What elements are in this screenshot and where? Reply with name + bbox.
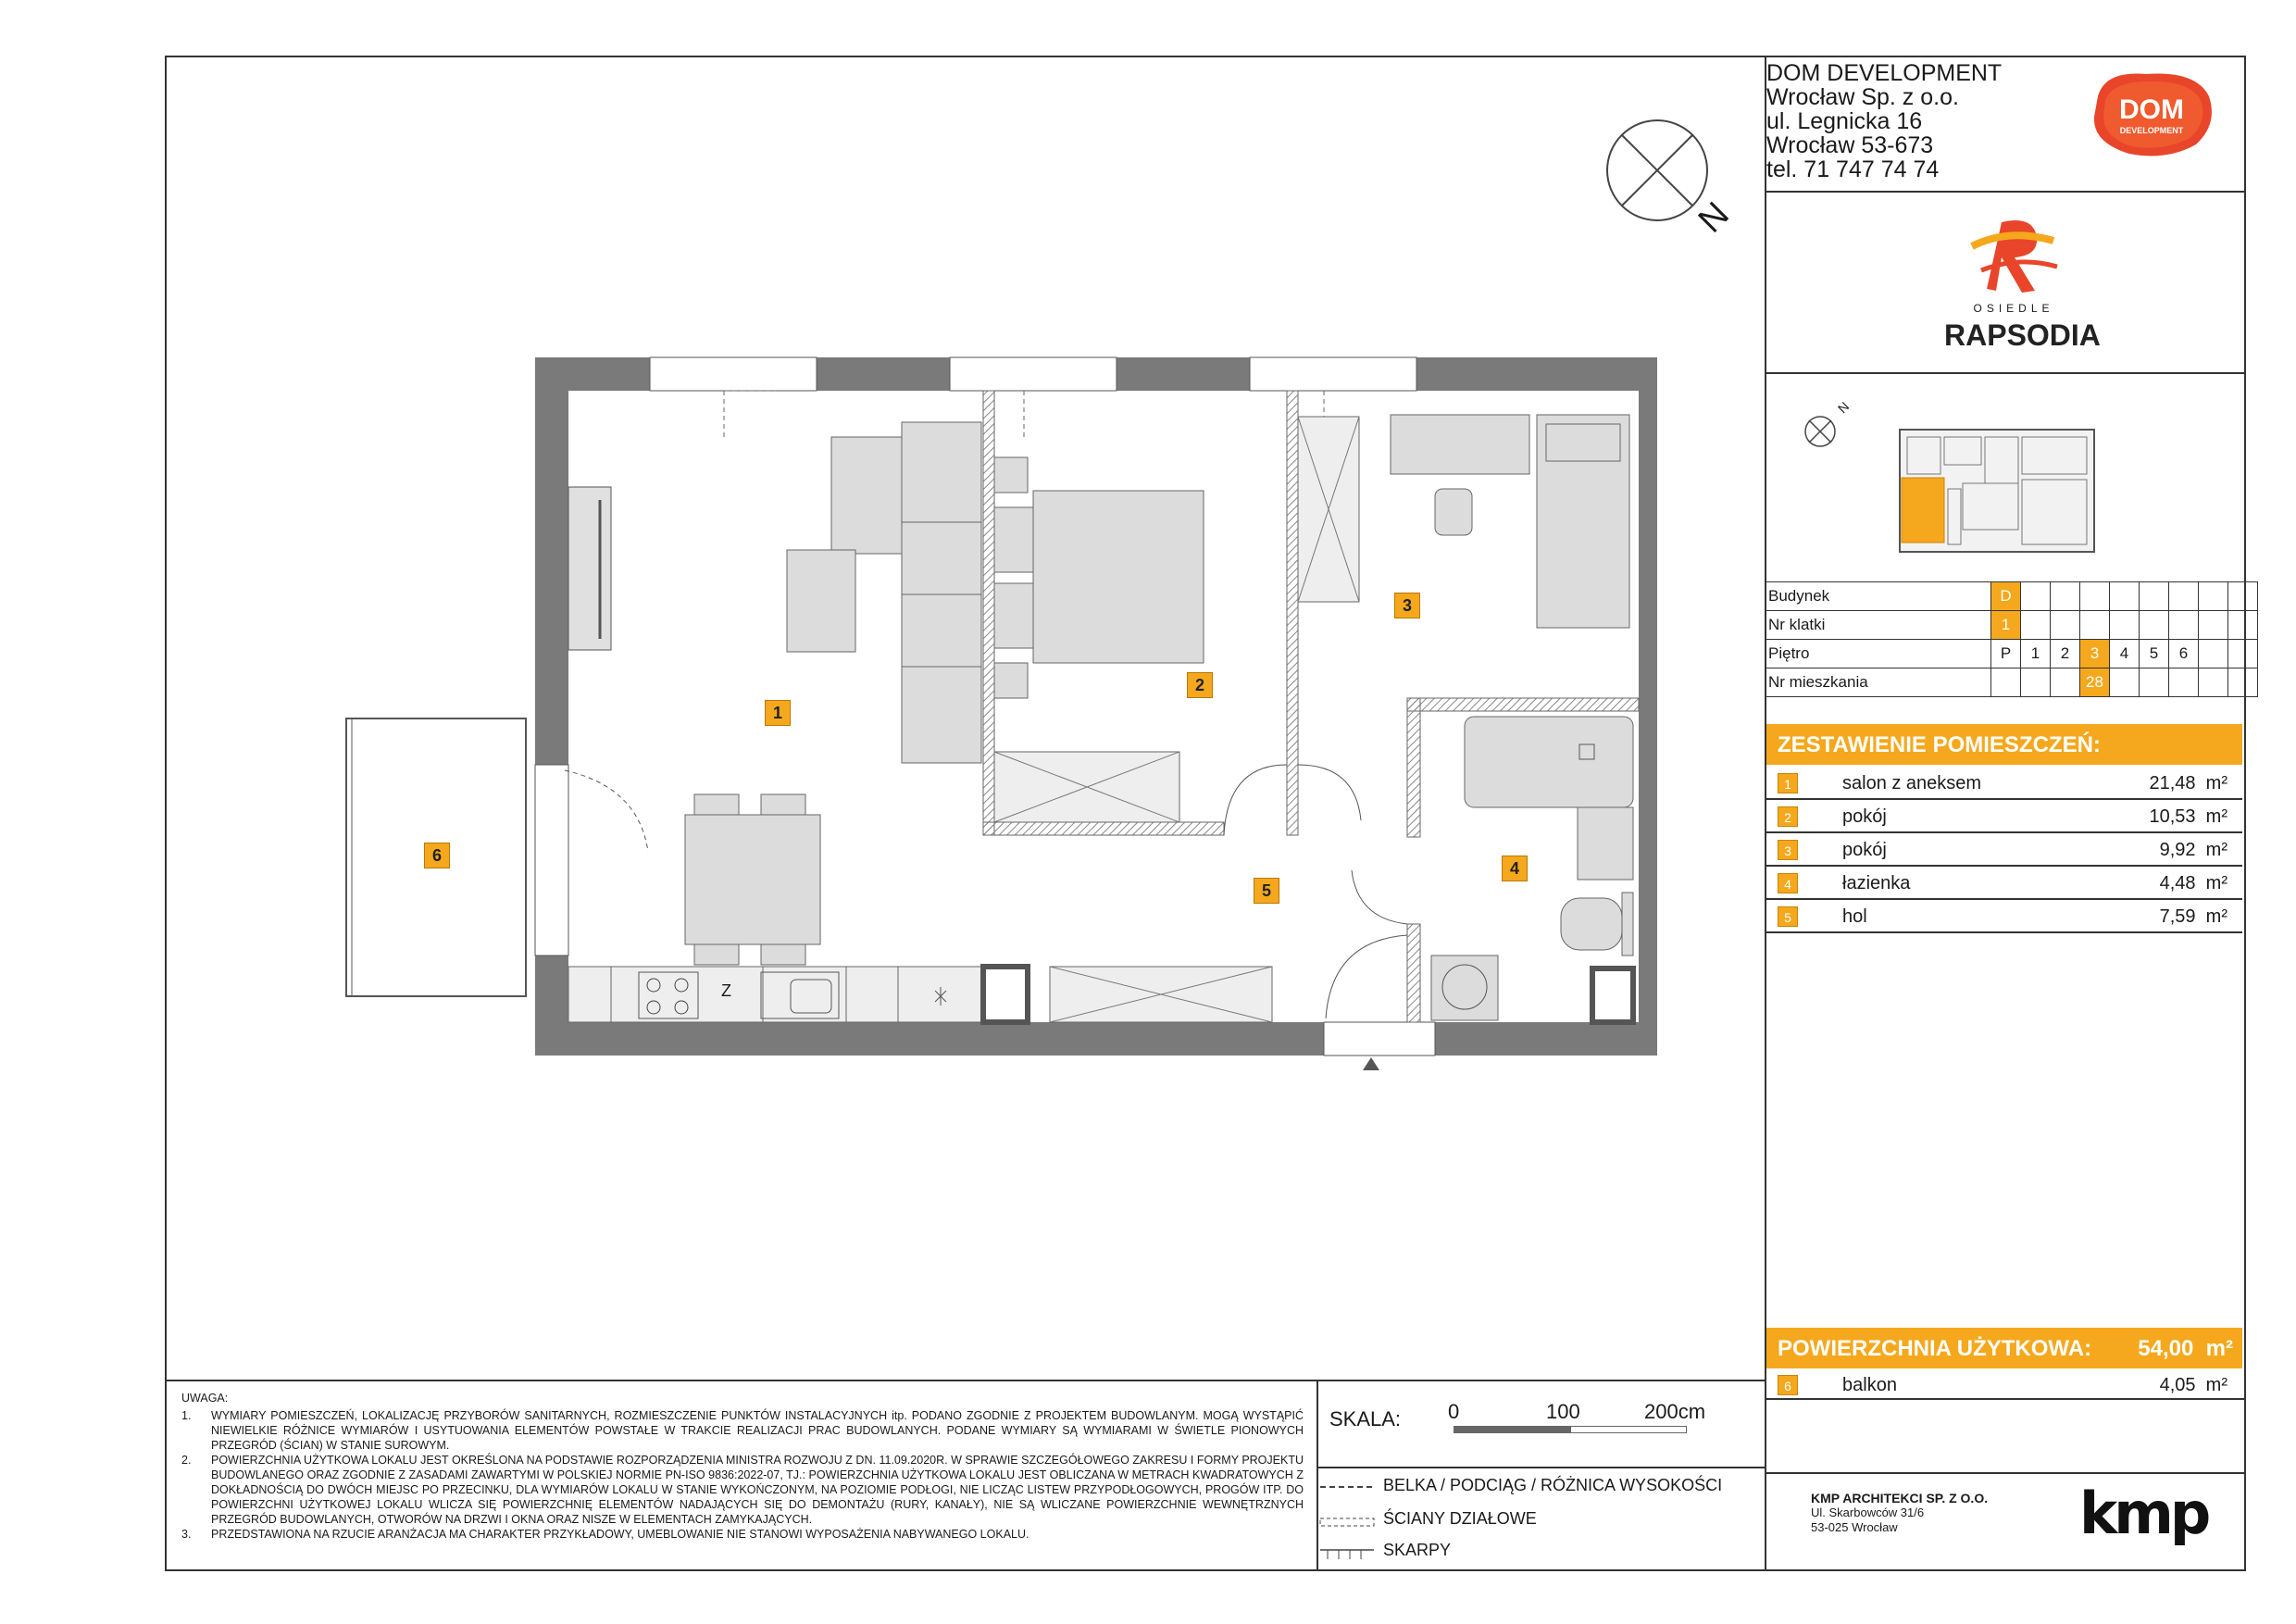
legend-sills: SKARPY xyxy=(1383,1541,1452,1559)
balcony-area xyxy=(2160,1375,2227,1396)
room-area xyxy=(2160,840,2227,861)
area-unit: m² xyxy=(2205,873,2227,893)
note-item xyxy=(181,1408,1304,1453)
cell xyxy=(2199,611,2228,640)
cell xyxy=(2140,668,2169,697)
plan-label-room-5: 5 xyxy=(1254,878,1279,904)
note-number: 3. xyxy=(181,1528,192,1541)
cell xyxy=(2199,582,2228,611)
room-area xyxy=(2149,806,2227,828)
cell: D xyxy=(1991,582,2021,611)
balcony-name: balkon xyxy=(1842,1375,1897,1395)
area-unit: m² xyxy=(2205,840,2227,860)
cell xyxy=(2021,582,2051,611)
cell xyxy=(2110,668,2140,697)
note-item xyxy=(181,1453,1304,1527)
room-row xyxy=(1766,800,2242,833)
tb-line-1 xyxy=(1765,191,2246,193)
rooms-header xyxy=(1766,724,2242,765)
estate-pre: OSIEDLE xyxy=(1973,302,2054,315)
cell xyxy=(2051,668,2080,697)
row-mieszkanie xyxy=(1765,668,2258,697)
area-unit: m² xyxy=(2205,773,2227,793)
area-value: 4,48 xyxy=(2159,873,2196,893)
label-pietro: Piętro xyxy=(1765,640,1991,668)
cell: 5 xyxy=(2140,640,2169,668)
key-plan xyxy=(1796,400,2111,567)
notes xyxy=(181,1391,1304,1542)
key-plan-north: N xyxy=(1834,398,1853,417)
cell: P xyxy=(1991,640,2021,668)
scale-tick-0: 0 xyxy=(1448,1400,1460,1423)
room-number: 5 xyxy=(1778,906,1798,927)
total-area-bar xyxy=(1766,1328,2242,1368)
cell xyxy=(2110,611,2140,640)
room-name: łazienka xyxy=(1842,873,1911,893)
tb-line-4 xyxy=(1765,1472,2246,1474)
room-name: hol xyxy=(1842,906,1867,927)
note-text: PRZEDSTAWIONA NA RZUCIE ARANŻACJA MA CHARAKTER PRZYKŁADOWY, UMEBLOWANIE NIE STANOWI WYPOSAŻENIA NABYWANEGO LOKALU. xyxy=(211,1528,1029,1541)
legend-beam: BELKA / PODCIĄG / RÓŻNICA WYSOKOŚCI xyxy=(1383,1476,1723,1494)
total-unit: m² xyxy=(2205,1336,2233,1361)
rapsodia-logo xyxy=(1944,209,2101,367)
dom-logo-subtext: DEVELOPMENT xyxy=(2119,126,2184,135)
note-number: 1. xyxy=(181,1409,192,1422)
cell xyxy=(2199,640,2228,668)
company-info xyxy=(1766,61,2002,181)
room-area xyxy=(2160,873,2227,894)
total-number: 54,00 xyxy=(2138,1336,2194,1361)
row-pietro xyxy=(1765,640,2258,668)
cell xyxy=(2110,582,2140,611)
cell xyxy=(2140,611,2169,640)
area-value: 4,05 xyxy=(2159,1375,2196,1395)
company-line2: Wrocław Sp. z o.o. xyxy=(1766,84,1959,110)
rooms-header-label: ZESTAWIENIE POMIESZCZEŃ: xyxy=(1778,732,2101,757)
plan-label-room-4: 4 xyxy=(1502,856,1528,881)
cell xyxy=(2169,668,2199,697)
room-name: pokój xyxy=(1842,840,1887,860)
room-name: salon z aneksem xyxy=(1842,773,1982,793)
cell xyxy=(2228,668,2258,697)
room-area xyxy=(2160,906,2227,928)
cell: 1 xyxy=(1991,611,2021,640)
note-item xyxy=(181,1527,1304,1542)
estate-name: RAPSODIA xyxy=(1944,319,2101,352)
tb-line-2 xyxy=(1765,372,2246,374)
room-row xyxy=(1766,767,2242,800)
room-number: 2 xyxy=(1778,806,1798,827)
cell xyxy=(1991,668,2021,697)
cell xyxy=(2051,582,2080,611)
company-phone: tel. 71 747 74 74 xyxy=(1766,156,1940,182)
note-text: POWIERZCHNIA UŻYTKOWA LOKALU JEST OKREŚLONA NA PODSTAWIE ROZPORZĄDZENIA MINISTRA ROZWOJU Z DN. 11.09.2020R. W SPRAWIE SZCZEGÓŁOWEGO ZAKRESU I FORMY PROJEKTU BUDOWLANEGO ORAZ ZGODNIE Z ZASADAMI ZAWARTYMI W POLSKIEJ NORMIE PN-ISO 9836:2022-07, TJ.: POWIERZCHNIA UŻYTKOWA LOKALU JEST OBLICZANA W METRACH KWADRATOWYCH Z DOKŁADNOŚCIĄ DO DWÓCH MIEJSC PO PRZECINKU, DLA WYMIARÓW LOKALU W STANIE WYKOŃCZONYM, NA POZIOMIE PODŁOGI, NIE LICZĄC LISTEW PRZYPODŁOGOWYCH, PROGÓW ITP. DO POWIERZCHNI UŻYTKOWEJ LOKALU WLICZA SIĘ POWIERZCHNIĘ ELEMENTÓW NADAJĄCYCH SIĘ DO DEMONTAŻU (RURY, KANAŁY), NIE SĄ WLICZANE POWIERZCHNIE WEWNĘTRZNYCH PRZEGRÓD BUDOWLANYCH, OTWORÓW NA DRZWI I OKNA ORAZ NISZE W ELEMENTACH ZAMYKAJĄCYCH. xyxy=(211,1454,1304,1526)
cell xyxy=(2140,582,2169,611)
balcony-row xyxy=(1766,1368,2242,1402)
cell: 2 xyxy=(2051,640,2080,668)
cell xyxy=(2051,611,2080,640)
cell xyxy=(2228,611,2258,640)
area-value: 21,48 xyxy=(2149,773,2196,793)
room-area xyxy=(2149,773,2227,794)
cell xyxy=(2169,582,2199,611)
area-unit: m² xyxy=(2205,1375,2227,1395)
architect-info xyxy=(1811,1491,1988,1535)
room-row xyxy=(1766,867,2242,900)
plan-label-room-3: 3 xyxy=(1394,593,1420,618)
kmp-logo: kmp xyxy=(2079,1480,2208,1547)
cell xyxy=(2021,668,2051,697)
cell: 3 xyxy=(2080,640,2110,668)
label-klatka: Nr klatki xyxy=(1765,611,1991,640)
plan-label-balcony: 6 xyxy=(424,843,450,868)
room-number: 3 xyxy=(1778,840,1798,860)
row-klatka xyxy=(1765,611,2258,640)
note-text: WYMIARY POMIESZCZEŃ, LOKALIZACJĘ PRZYBORÓW SANITARNYCH, ROZMIESZCZENIE PUNKTÓW INSTALACYJNYCH itp. PODANO ZGODNIE Z PROJEKTEM BUDOWLANYM. MOGĄ WYSTĄPIĆ NIEWIELKIE RÓŻNICE WYMIARÓW I USYTUOWANIA ELEMENTÓW POWSTAŁE W TRAKCIE REALIZACJI PRAC BUDOWLANYCH. PODANE WYMIARY SĄ WYMIARAMI W ŚWIETLE PIONOWYCH PRZEGRÓD (ŚCIAN) W STANIE SUROWYM. xyxy=(211,1409,1304,1452)
room-name: pokój xyxy=(1842,806,1887,827)
company-street: ul. Legnicka 16 xyxy=(1766,108,1923,134)
cell xyxy=(2228,582,2258,611)
total-label: POWIERZCHNIA UŻYTKOWA: xyxy=(1778,1336,2092,1361)
legend-walls: ŚCIANY DZIAŁOWE xyxy=(1383,1509,1537,1528)
dom-logo-text: DOM xyxy=(2119,94,2184,125)
room-row xyxy=(1766,833,2242,867)
area-unit: m² xyxy=(2205,806,2227,827)
label-mieszkanie: Nr mieszkania xyxy=(1765,668,1991,697)
area-value: 9,92 xyxy=(2159,840,2196,860)
cell: 28 xyxy=(2080,668,2110,697)
north-label: N xyxy=(1691,194,1737,241)
cell xyxy=(2228,640,2258,668)
cell xyxy=(2169,611,2199,640)
company-city: Wrocław 53-673 xyxy=(1766,132,1934,158)
cell: 6 xyxy=(2169,640,2199,668)
notes-title: UWAGA: xyxy=(181,1392,229,1405)
architect-city: 53-025 Wrocław xyxy=(1811,1520,1898,1534)
company-name: DOM DEVELOPMENT xyxy=(1766,60,2003,86)
cell xyxy=(2080,611,2110,640)
architect-name: KMP ARCHITEKCI SP. Z O.O. xyxy=(1811,1491,1989,1505)
row-budynek xyxy=(1765,582,2258,611)
scale-label: SKALA: xyxy=(1329,1407,1402,1430)
label-budynek: Budynek xyxy=(1765,582,1991,611)
cell xyxy=(2021,611,2051,640)
architect-address: Ul. Skarbowców 31/6 xyxy=(1811,1505,1925,1519)
plan-label-room-2: 2 xyxy=(1187,672,1213,698)
room-number: 1 xyxy=(1778,773,1798,793)
notes-divider xyxy=(165,1380,1766,1381)
room-row xyxy=(1766,900,2242,933)
kitchen-label: Z xyxy=(721,981,731,1000)
floor-plan xyxy=(343,352,1666,1093)
legend xyxy=(1316,1472,1761,1568)
scale-bar xyxy=(1454,1426,1687,1433)
area-value: 10,53 xyxy=(2149,806,2196,827)
note-number: 2. xyxy=(181,1454,192,1467)
legend-divider xyxy=(1316,1467,1766,1468)
scale-tick-100: 100 xyxy=(1546,1400,1580,1423)
building-info-table xyxy=(1765,581,2258,697)
balcony-number: 6 xyxy=(1778,1375,1798,1395)
area-value: 7,59 xyxy=(2159,906,2196,927)
cell: 1 xyxy=(2021,640,2051,668)
cell xyxy=(2199,668,2228,697)
scale-tick-200: 200cm xyxy=(1644,1400,1706,1423)
area-unit: m² xyxy=(2205,906,2227,927)
plan-label-room-1: 1 xyxy=(765,700,791,726)
dom-development-logo xyxy=(2087,69,2216,159)
total-value xyxy=(2138,1336,2233,1362)
cell xyxy=(2080,582,2110,611)
room-number: 4 xyxy=(1778,873,1798,893)
cell: 4 xyxy=(2110,640,2140,668)
